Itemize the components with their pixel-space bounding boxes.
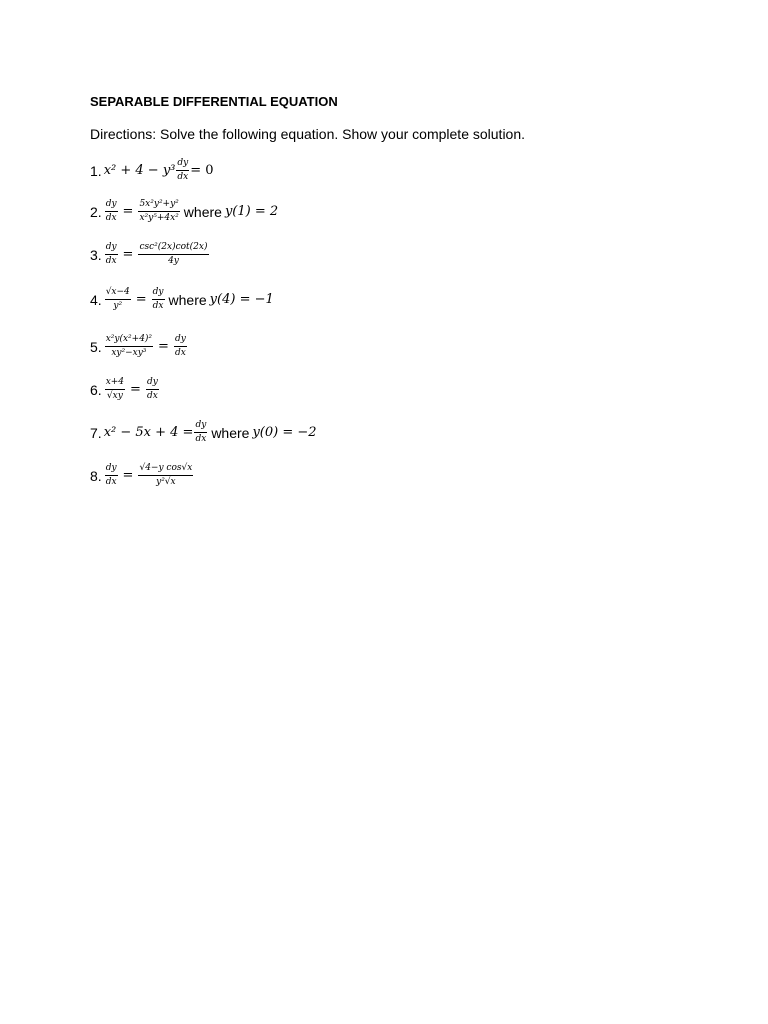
fraction-left [105,377,125,402]
problem-4 [90,287,274,312]
equals-sign: = [122,204,134,219]
fraction-numerator: dy [174,334,187,347]
fraction-right [138,242,208,267]
fraction-numerator: dy [105,242,118,255]
fraction-denominator: x²y⁵+4x² [139,213,179,223]
initial-condition: y(0) = −2 [252,425,317,440]
problem-5 [90,334,188,359]
equals-sign: = [130,382,141,397]
page-title: SEPARABLE DIFFERENTIAL EQUATION [90,94,338,109]
fraction-numerator: 5x²y²+y² [138,199,179,212]
equals-sign: = [158,339,169,354]
problem-number: 1. [90,162,102,179]
fraction-denominator: dx [174,348,186,358]
fraction-right [138,463,193,488]
equation-lhs: x² + 4 − y³ [103,163,176,178]
fraction-left [105,242,118,267]
problem-number: 2. [90,203,102,220]
fraction-denominator: dx [177,172,189,182]
fraction-denominator: dx [152,301,164,311]
equals-sign: = [135,292,147,307]
fraction-left [105,463,118,488]
equation-rhs: = 0 [190,163,214,178]
equation-lhs: x² − 5x + 4 = [103,425,194,440]
problem-6 [90,377,160,402]
fraction-denominator: dx [105,256,117,266]
fraction-denominator: y² [113,301,123,311]
initial-condition: y(1) = 2 [224,204,279,219]
fraction-right [146,377,159,402]
problem-number: 7. [90,424,102,441]
fraction-numerator: x+4 [105,377,125,390]
problem-7 [90,420,317,445]
fraction-numerator: csc²(2x)cot(2x) [138,242,208,255]
problem-3 [90,242,210,267]
problem-number: 5. [90,338,102,355]
fraction-denominator: 4y [168,256,179,266]
fraction-left [105,334,153,359]
fraction-denominator: dx [105,477,117,487]
equals-sign: = [122,468,134,483]
where-label: where [168,291,207,308]
fraction-denominator: √xy [106,391,123,401]
fraction-denominator: xy²−xy³ [111,348,147,358]
fraction-numerator: dy [194,420,207,433]
fraction-denominator: y²√x [156,477,176,487]
fraction-numerator: dy [176,158,189,171]
fraction-numerator: √x−4 [105,287,131,300]
fraction-denominator: dx [146,391,158,401]
fraction-numerator: x²y(x²+4)² [105,334,153,347]
problem-8 [90,463,194,488]
problem-number: 3. [90,246,102,263]
fraction-numerator: dy [152,287,165,300]
fraction-right [174,334,187,359]
fraction-denominator: dx [105,213,117,223]
initial-condition: y(4) = −1 [209,292,274,307]
fraction-denominator: dx [195,434,207,444]
fraction-numerator: dy [105,463,118,476]
equals-sign: = [122,247,134,262]
fraction [194,420,207,445]
problem-number: 8. [90,467,102,484]
fraction-numerator: dy [105,199,118,212]
fraction-right [152,287,165,312]
fraction [176,158,189,183]
fraction-numerator: dy [146,377,159,390]
problem-1 [90,158,214,183]
problem-number: 6. [90,381,102,398]
directions-text: Directions: Solve the following equation. Show your complete solution. [90,126,526,142]
fraction-left [105,287,131,312]
problem-2 [90,199,278,224]
fraction-right [138,199,179,224]
problem-number: 4. [90,291,102,308]
where-label: where [211,424,250,441]
fraction-left [105,199,118,224]
fraction-numerator: √4−y cos√x [138,463,193,476]
where-label: where [183,203,222,220]
